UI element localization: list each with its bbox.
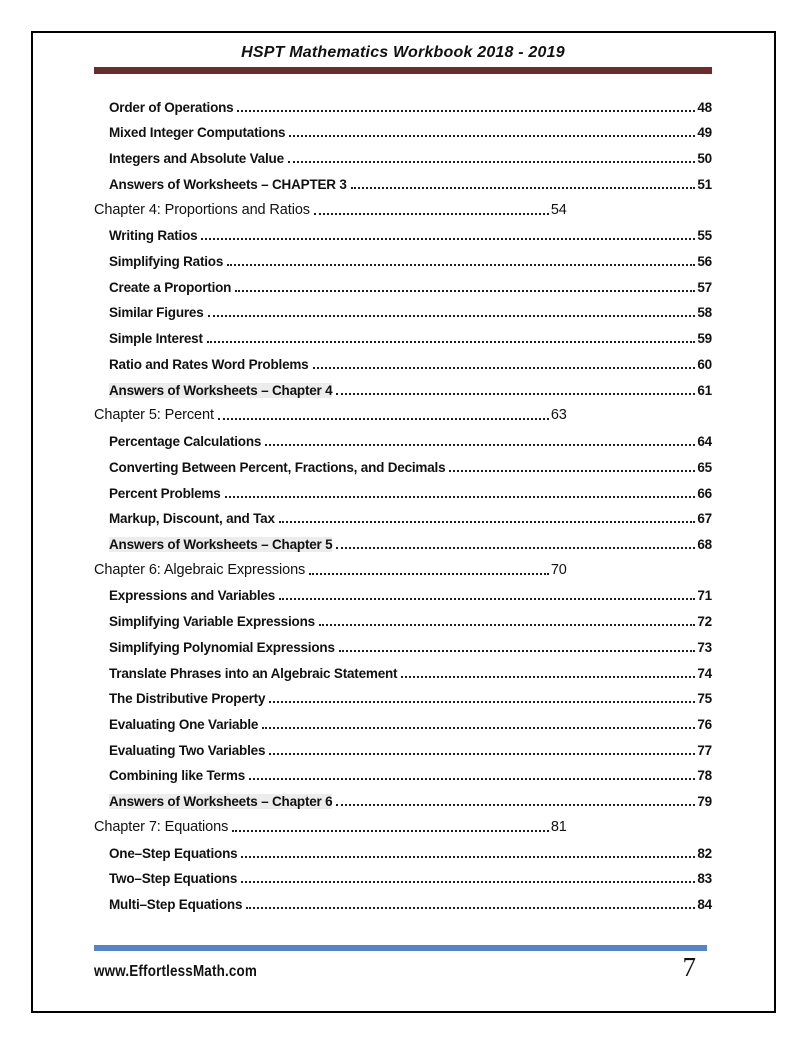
toc-entry-label: Chapter 4: Proportions and Ratios: [94, 201, 310, 218]
dotted-leader: [249, 778, 695, 780]
toc-entry-label: Answers of Worksheets – Chapter 6: [109, 794, 333, 810]
dotted-leader: [269, 701, 695, 703]
toc-entry-label: Writing Ratios: [109, 228, 198, 244]
toc-entry-page: 48: [697, 99, 712, 115]
toc-entry-label: Simplifying Polynomial Expressions: [109, 639, 335, 655]
toc-entry[interactable]: [94, 889, 712, 915]
toc-entry-label: Markup, Discount, and Tax: [109, 511, 275, 527]
toc-entry[interactable]: [94, 375, 712, 401]
footer-rule: [94, 945, 707, 951]
page-content: [94, 33, 712, 1011]
toc-entry[interactable]: [94, 864, 712, 890]
toc-entry-label: Chapter 5: Percent: [94, 407, 214, 424]
toc-entry-label: Chapter 6: Algebraic Expressions: [94, 561, 306, 578]
dotted-leader: [336, 804, 695, 806]
footer: [94, 954, 712, 981]
toc-entry[interactable]: [94, 581, 712, 607]
toc-entry-page: 57: [697, 279, 712, 295]
dotted-leader: [339, 650, 696, 652]
toc-entry-page: 75: [697, 691, 712, 707]
dotted-leader: [319, 624, 695, 626]
toc-entry[interactable]: [94, 195, 567, 221]
toc-entry-page: 78: [697, 768, 712, 784]
dotted-leader: [225, 496, 696, 498]
toc-entry-label: Two–Step Equations: [109, 871, 238, 887]
toc-entry-label: Order of Operations: [109, 99, 234, 115]
dotted-leader: [314, 213, 549, 215]
dotted-leader: [279, 521, 696, 523]
toc-entry-label: Simple Interest: [109, 331, 203, 347]
toc-entry-page: 58: [697, 305, 712, 321]
toc-entry-label: Combining like Terms: [109, 768, 246, 784]
toc-entry-label: Mixed Integer Computations: [109, 125, 286, 141]
toc-entry-page: 56: [697, 254, 712, 270]
toc-entry-label: Similar Figures: [109, 305, 204, 321]
toc-entry-page: 73: [697, 639, 712, 655]
toc-entry-page: 55: [697, 228, 712, 244]
toc-entry[interactable]: [94, 632, 712, 658]
dotted-leader: [351, 187, 696, 189]
toc-entry-page: 49: [697, 125, 712, 141]
toc-entry[interactable]: [94, 838, 712, 864]
dotted-leader: [401, 676, 695, 678]
toc-entry-label: Simplifying Ratios: [109, 254, 224, 270]
dotted-leader: [227, 264, 695, 266]
toc-entry-label: Percent Problems: [109, 485, 221, 501]
toc-entry[interactable]: [94, 684, 712, 710]
dotted-leader: [246, 907, 695, 909]
toc-entry-label: One–Step Equations: [109, 845, 238, 861]
toc-entry[interactable]: [94, 658, 712, 684]
toc-entry[interactable]: [94, 246, 712, 272]
toc-entry[interactable]: [94, 452, 712, 478]
dotted-leader: [336, 547, 695, 549]
dotted-leader: [235, 290, 695, 292]
toc-entry-page: 66: [697, 485, 712, 501]
toc-entry[interactable]: [94, 118, 712, 144]
toc-entry-label: Integers and Absolute Value: [109, 151, 284, 167]
toc-entry-label: Multi–Step Equations: [109, 897, 243, 912]
toc-entry[interactable]: [94, 298, 712, 324]
toc-entry-page: 68: [697, 536, 712, 552]
toc-entry-page: 50: [697, 151, 712, 167]
toc-entry-label: Chapter 7: Equations: [94, 818, 229, 835]
dotted-leader: [265, 444, 695, 446]
toc-entry[interactable]: [94, 812, 567, 838]
toc-entry-page: 59: [697, 331, 712, 347]
toc-entry[interactable]: [94, 504, 712, 530]
toc-entry-page: 76: [697, 716, 712, 732]
toc-entry-page: 61: [697, 382, 712, 398]
toc-entry[interactable]: [94, 143, 712, 169]
toc-entry-page: 70: [550, 561, 567, 578]
dotted-leader: [241, 881, 695, 883]
toc-entry-page: 72: [697, 614, 712, 630]
toc-entry[interactable]: [94, 555, 567, 581]
toc-entry[interactable]: [94, 786, 712, 812]
toc-entry-page: 84: [697, 897, 712, 912]
toc-entry-label: Ratio and Rates Word Problems: [109, 356, 309, 372]
toc-entry[interactable]: [94, 323, 712, 349]
dotted-leader: [207, 341, 696, 343]
dotted-leader: [232, 830, 549, 832]
toc-entry[interactable]: [94, 529, 712, 555]
toc-entry-page: 81: [550, 818, 567, 835]
dotted-leader: [241, 856, 695, 858]
toc-entry[interactable]: [94, 761, 712, 787]
toc-entry[interactable]: [94, 169, 712, 195]
toc-entry-label: Create a Proportion: [109, 279, 232, 295]
toc-entry[interactable]: [94, 272, 712, 298]
toc-entry-label: Answers of Worksheets – CHAPTER 3: [109, 176, 347, 192]
dotted-leader: [289, 135, 695, 137]
toc-entry-label: Answers of Worksheets – Chapter 5: [109, 536, 333, 552]
toc-entry[interactable]: [94, 221, 712, 247]
table-of-contents: [94, 92, 712, 915]
toc-entry-page: 77: [697, 742, 712, 758]
toc-entry-label: Expressions and Variables: [109, 588, 276, 604]
dotted-leader: [309, 573, 549, 575]
dotted-leader: [279, 598, 695, 600]
dotted-leader: [336, 393, 695, 395]
toc-entry-page: 71: [697, 588, 712, 604]
dotted-leader: [313, 367, 696, 369]
page-title: HSPT Mathematics Workbook 2018 - 2019: [241, 44, 565, 61]
toc-entry-page: 65: [697, 459, 712, 475]
page-number: 7: [682, 952, 696, 982]
toc-entry[interactable]: [94, 401, 567, 427]
toc-entry-label: Simplifying Variable Expressions: [109, 614, 315, 630]
toc-entry[interactable]: [94, 735, 712, 761]
toc-entry[interactable]: [94, 92, 712, 118]
toc-entry-label: Percentage Calculations: [109, 434, 262, 450]
dotted-leader: [237, 110, 695, 112]
toc-entry[interactable]: [94, 349, 712, 375]
toc-entry-page: 63: [550, 407, 567, 424]
dotted-leader: [208, 315, 696, 317]
toc-entry-page: 60: [697, 356, 712, 372]
toc-entry-page: 79: [697, 794, 712, 810]
dotted-leader: [218, 418, 549, 420]
toc-entry-page: 83: [697, 871, 712, 887]
toc-entry-page: 51: [697, 176, 712, 192]
toc-entry-page: 67: [697, 511, 712, 527]
toc-entry-page: 64: [697, 434, 712, 450]
toc-entry-page: 74: [697, 665, 712, 681]
toc-entry-label: Evaluating One Variable: [109, 716, 259, 732]
dotted-leader: [269, 753, 695, 755]
toc-entry-page: 82: [697, 845, 712, 861]
website-link[interactable]: www.EffortlessMath.com: [94, 963, 258, 980]
header-rule: [94, 67, 712, 74]
toc-entry-label: The Distributive Property: [109, 691, 266, 707]
dotted-leader: [288, 161, 695, 163]
dotted-leader: [201, 238, 695, 240]
toc-entry-label: Translate Phrases into an Algebraic Statement: [109, 665, 398, 681]
toc-entry[interactable]: [94, 478, 712, 504]
toc-entry-label: Converting Between Percent, Fractions, and Decimals: [109, 459, 446, 475]
toc-entry-page: 54: [550, 201, 567, 218]
toc-entry-label: Evaluating Two Variables: [109, 742, 266, 758]
toc-entry[interactable]: [94, 426, 712, 452]
page-border: [31, 31, 776, 1013]
dotted-leader: [449, 470, 695, 472]
dotted-leader: [262, 727, 695, 729]
toc-entry-label: Answers of Worksheets – Chapter 4: [109, 382, 333, 398]
toc-entry[interactable]: [94, 606, 712, 632]
toc-entry[interactable]: [94, 709, 712, 735]
